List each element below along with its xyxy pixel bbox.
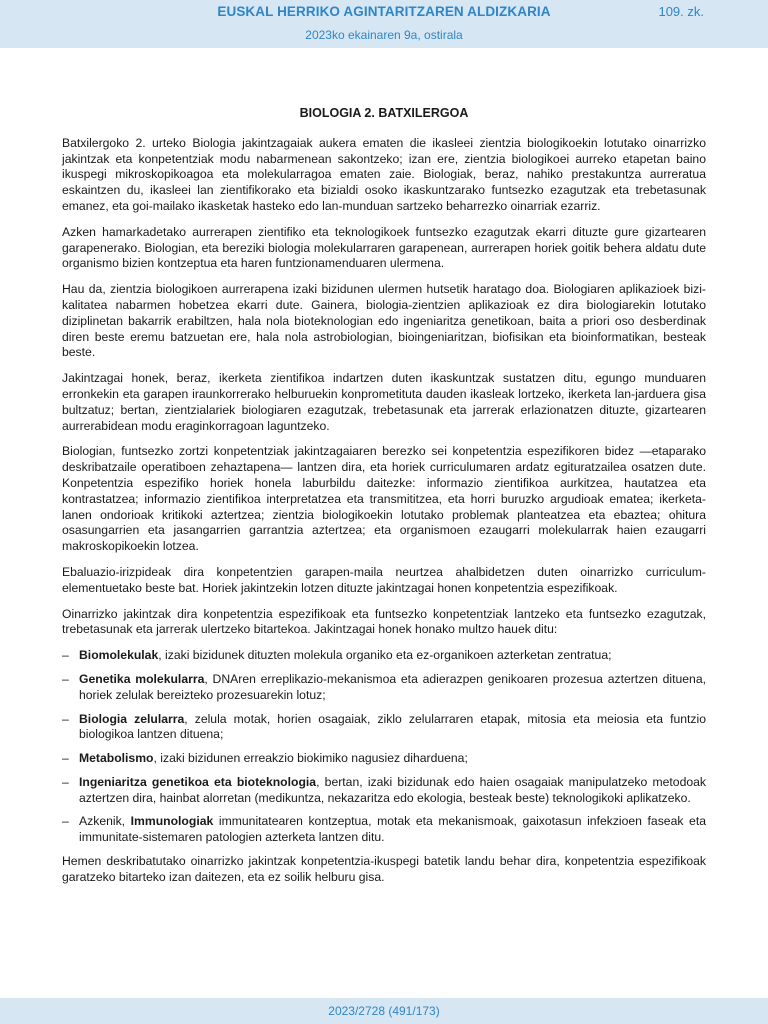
page-header	[0, 0, 768, 48]
list-item-prefix: Azkenik,	[79, 814, 131, 829]
document-reference: 2023/2728 (491/173)	[328, 1004, 440, 1018]
list-item-text: , izaki bizidunek dituzten molekula organiko eta ez-organikoen azterketan zentratua;	[158, 648, 612, 663]
journal-title: EUSKAL HERRIKO AGINTARITZAREN ALDIZKARIA	[217, 4, 551, 19]
document-title: BIOLOGIA 2. BATXILERGOA	[299, 106, 469, 120]
paragraph: Hau da, zientzia biologikoen aurrerapena izaki bizidunen ulermen hutsetik haratago doa. Biologiaren aplikazioek bizi-kalitatea nabarmen hobetzea ekarri dute. Gainera, biologia-zientzien aplikazioak ez dira biologiarekin lotutako diziplinetan bakarrik erabiltzen, hala nola bioteknologian edo ingeniaritza genetikoan, baita a priori oso desberdinak diren beste eremu batzuetan ere, hala nola astrobiologian, bioingeniaritzan, biofisikan eta bioinformatikan, besteak beste.	[62, 282, 706, 360]
list-item-text: , izaki bizidunen erreakzio biokimiko nagusiez diharduena;	[153, 751, 468, 766]
page-footer	[0, 998, 768, 1024]
list-item-term: Genetika molekularra	[79, 671, 205, 686]
paragraph: Batxilergoko 2. urteko Biologia jakintzagaiak aukera ematen die ikasleei zientzia biologikoekin lotutako oinarrizko jakintzak eta konpetentziak modu nabarmenean sakontzeko; izan ere, zientzia biologikoei aurreko etapetan baino ikuspegi mikroskopikoagoa eta molekularragoa ematen zaie. Biologiak, beraz, nahiko prestakuntza aurreratua eskaintzen du, ikasleei lan zientifikorako eta bizialdi osoko ikaskuntzarako funtsezko ezagutzak eta trebetasunak emanez, eta goi-mailako ikasketak hasteko edo lan-munduan sartzeko beharrezko oinarriak ezarriz.	[62, 135, 706, 213]
list-item	[62, 814, 706, 846]
list-item	[62, 751, 706, 767]
list-dash: –	[62, 751, 69, 766]
list-item-term: Metabolismo	[79, 751, 154, 766]
issue-date: 2023ko ekainaren 9a, ostirala	[305, 28, 463, 42]
list-item-term: Biologia zelularra	[79, 711, 185, 726]
list-dash: –	[62, 648, 69, 663]
paragraph: Hemen deskribatutako oinarrizko jakintzak konpetentzia-ikuspegi batetik landu behar dira, konpetentzia espezifikoak garatzeko bitarteko izan daitezen, eta ez soilik helburu gisa.	[62, 854, 706, 884]
list-dash: –	[62, 711, 69, 726]
list-item-term: Biomolekulak	[79, 648, 159, 663]
knowledge-blocks-list	[62, 648, 706, 846]
list-item	[62, 712, 706, 744]
list-item-text: , zelula motak, horien osagaiak, ziklo zelularraren etapak, mitosia eta meiosia eta funtzio biologikoa lantzen dituena;	[79, 711, 707, 742]
list-item	[62, 672, 706, 704]
list-dash: –	[62, 774, 69, 789]
paragraph: Ebaluazio-irizpideak dira konpetentzien garapen-maila neurtzea ahalbidetzen duten oinarrizko curriculum-elementuetako beste bat. Horiek jakintzekin lotzen dituzte jakintzagai honen konpetentzia espezifikoak.	[62, 564, 706, 595]
list-dash: –	[62, 671, 69, 686]
list-item	[62, 775, 706, 807]
list-item-term: Immunologiak	[130, 814, 214, 829]
list-item	[62, 648, 706, 664]
issue-number: 109. zk.	[658, 4, 704, 19]
list-dash: –	[62, 814, 69, 829]
paragraph: Jakintzagai honek, beraz, ikerketa zientifikoa indartzen duten ikaskuntzak sustatzen ditu, egungo munduaren erronkekin eta garapen iraunkorrerako helburuekin konprometituta dauden ikasleak lortzeko, ikerketa lan-jarduera gisa bultzatuz; bertan, zientzialariek biologiaren ezagutzak, trebetasunak eta jarrerak erlazionatzen dituzte, gizartearen aurrerabidean modu eraginkorragoan laguntzeko.	[62, 371, 706, 433]
list-item-text: , bertan, izaki bizidunak edo haien osagaiak manipulatzeko metodoak aztertzen dira, hainbat alorretan (medikuntza, nekazaritza edo ekologia, besteak beste) teknologikoki aplikatzeko.	[79, 774, 707, 805]
paragraph: Azken hamarkadetako aurrerapen zientifiko eta teknologikoek funtsezko ezagutzak ekarri dituzte gure gizartearen garapenerako. Biologian, eta bereziki biologia molekularraren garapenean, aurrerapen horiek goitik behera aldatu dute organismo bizien kontzeptua eta haren funtzionamenduaren ulermena.	[62, 224, 706, 271]
paragraph: Oinarrizko jakintzak dira konpetentzia espezifikoak eta funtsezko konpetentziak lantzeko eta funtsezko ezagutzak, trebetasunak eta jarrerak ulertzeko bitartekoa. Jakintzagai honek honako multzo hauek ditu:	[62, 606, 706, 637]
paragraph: Biologian, funtsezko zortzi konpetentziak jakintzagaiaren berezko sei konpetentzia espezifikoren bidez —etaparako deskribatzaile operatiboen zehaztapena— lantzen dira, eta horiek curriculumaren ardatz egituratzailea osatzen dute. Konpetentzia espezifiko horiek honela laburbildu daitezke: informazio zientifikoa aurkitzea, hautatzea eta kontrastatzea; informazio zientifikoa interpretatzea eta transmititzea, eta horri buruzko argudioak ematea; ikerketa-lanen ondorioak kritikoki aztertzea; zientzia biologikoekin lotutako problemak planteatzea eta ebaztea; ohitura osasungarrien eta jasangarrien garrantzia aztertzea; eta organismoen ezaugarri molekularrak haien ezaugarri makroskopikoekin lotzea.	[62, 444, 706, 554]
list-item-term: Ingeniaritza genetikoa eta bioteknologia	[79, 774, 317, 789]
list-item-text: immunitatearen kontzeptua, motak eta mekanismoak, gaixotasun infekzioen faseak eta immunitate-sistemaren patologien azterketa lantzen ditu.	[79, 814, 706, 845]
document-body	[62, 106, 706, 896]
list-item-text: , DNAren erreplikazio-mekanismoa eta adierazpen genikoaren prozesua aztertzen dituena, horiek zelulak bereizteko prozesuarekin lotuz;	[79, 671, 706, 702]
